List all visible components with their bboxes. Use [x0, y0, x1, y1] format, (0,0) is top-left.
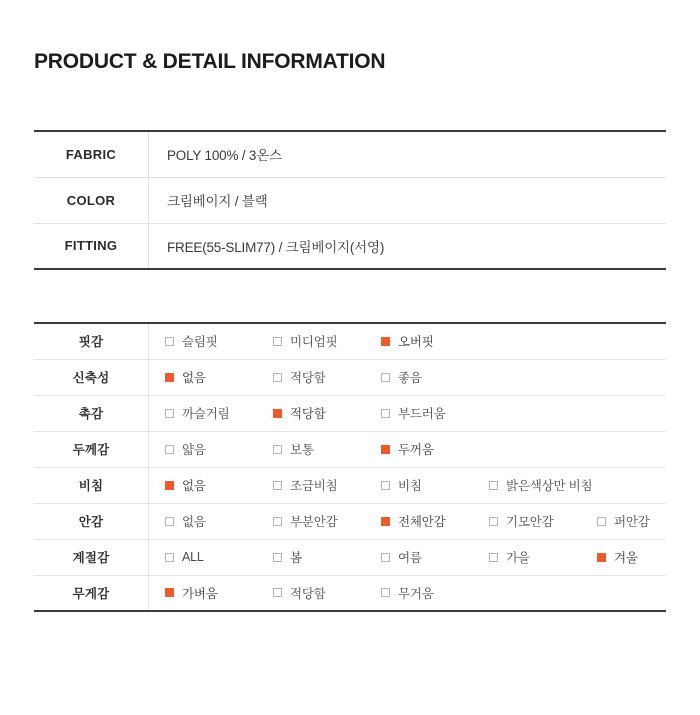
option-unchecked[interactable]: [381, 476, 422, 494]
table-row: [34, 131, 666, 177]
option-label: 퍼안감: [614, 515, 650, 529]
checkbox-icon[interactable]: [489, 517, 498, 526]
spec-row-label: 촉감: [34, 395, 149, 431]
option-label: 미디엄핏: [290, 335, 338, 350]
option-checked[interactable]: [381, 440, 434, 458]
page-title: PRODUCT & DETAIL INFORMATION: [34, 50, 386, 73]
option-unchecked[interactable]: [381, 548, 422, 566]
checkbox-checked-icon[interactable]: [165, 481, 174, 490]
option-label: 부드러움: [398, 407, 446, 421]
option-unchecked[interactable]: [165, 548, 204, 566]
checkbox-icon[interactable]: [381, 553, 390, 562]
checkbox-checked-icon[interactable]: [381, 517, 390, 526]
option-label: 슬림핏: [182, 335, 218, 350]
option-label: 부분안감: [290, 515, 338, 529]
checkbox-icon[interactable]: [165, 337, 174, 346]
option-unchecked[interactable]: [165, 440, 206, 458]
option-unchecked[interactable]: [273, 512, 338, 530]
option-label: 없음: [182, 371, 206, 385]
checkbox-icon[interactable]: [273, 517, 282, 526]
option-unchecked[interactable]: [273, 548, 302, 566]
spec-row-options: [149, 539, 667, 575]
option-label: 없음: [182, 515, 206, 529]
option-checked[interactable]: [165, 584, 218, 602]
option-label: 두꺼움: [398, 443, 434, 457]
option-unchecked[interactable]: [489, 476, 592, 494]
table-row: [34, 395, 666, 431]
checkbox-icon[interactable]: [273, 553, 282, 562]
option-label: 봄: [290, 551, 302, 565]
option-group: [165, 584, 665, 602]
option-unchecked[interactable]: [165, 404, 230, 422]
option-label: 좋음: [398, 371, 422, 385]
checkbox-icon[interactable]: [489, 481, 498, 490]
checkbox-checked-icon[interactable]: [273, 409, 282, 418]
spec-row-label: 안감: [34, 503, 149, 539]
option-label: 여름: [398, 551, 422, 565]
option-label: 전체안감: [398, 515, 446, 529]
checkbox-icon[interactable]: [381, 373, 390, 382]
option-unchecked[interactable]: [381, 404, 446, 422]
spec-row-options: [149, 467, 667, 503]
option-label: 조금비침: [290, 479, 338, 493]
option-label: 없음: [182, 479, 206, 493]
option-checked[interactable]: [165, 368, 206, 386]
option-group: [165, 548, 665, 566]
checkbox-icon[interactable]: [273, 373, 282, 382]
option-unchecked[interactable]: [597, 512, 650, 530]
checkbox-checked-icon[interactable]: [165, 588, 174, 597]
info-table-body: [34, 131, 666, 269]
table-row: [34, 467, 666, 503]
spec-table-body: [34, 323, 666, 611]
spec-row-label: 두께감: [34, 431, 149, 467]
option-label: 보통: [290, 443, 314, 457]
option-label: 적당함: [290, 586, 326, 601]
spec-row-label: 신축성: [34, 359, 149, 395]
checkbox-icon[interactable]: [273, 445, 282, 454]
info-row-label: COLOR: [34, 177, 149, 223]
checkbox-icon[interactable]: [165, 553, 174, 562]
option-unchecked[interactable]: [489, 548, 530, 566]
option-checked[interactable]: [381, 512, 446, 530]
option-label: 까슬거림: [182, 407, 230, 421]
table-row: [34, 539, 666, 575]
info-row-value: FREE(55-SLIM77) / 크림베이지(서영): [149, 223, 667, 269]
option-checked[interactable]: [597, 548, 638, 566]
option-unchecked[interactable]: [381, 584, 434, 602]
spec-row-options: [149, 323, 667, 359]
option-group: [165, 368, 665, 386]
spec-row-options: [149, 503, 667, 539]
option-label: 기모안감: [506, 515, 554, 529]
checkbox-checked-icon[interactable]: [381, 337, 390, 346]
option-label: 겨울: [614, 551, 638, 565]
checkbox-icon[interactable]: [165, 409, 174, 418]
option-label: 가을: [506, 551, 530, 565]
checkbox-icon[interactable]: [381, 588, 390, 597]
checkbox-icon[interactable]: [273, 337, 282, 346]
checkbox-icon[interactable]: [381, 481, 390, 490]
info-row-value: POLY 100% / 3온스: [167, 148, 282, 164]
spec-row-options: [149, 395, 667, 431]
option-checked[interactable]: [273, 404, 326, 422]
option-unchecked[interactable]: [489, 512, 554, 530]
option-label: 무거움: [398, 586, 434, 601]
table-row: [34, 177, 666, 223]
spec-row-options: [149, 359, 667, 395]
product-information-table: [34, 130, 666, 270]
table-row: [34, 323, 666, 359]
table-row: [34, 503, 666, 539]
checkbox-icon[interactable]: [273, 481, 282, 490]
option-label: 적당함: [290, 371, 326, 385]
option-group: [165, 332, 665, 350]
option-unchecked[interactable]: [165, 512, 206, 530]
spec-row-label: 핏감: [34, 323, 149, 359]
checkbox-checked-icon[interactable]: [597, 553, 606, 562]
checkbox-icon[interactable]: [489, 553, 498, 562]
option-group: [165, 404, 665, 422]
checkbox-checked-icon[interactable]: [381, 445, 390, 454]
option-unchecked[interactable]: [273, 584, 326, 602]
option-label: 밝은색상만 비침: [506, 479, 593, 493]
option-unchecked[interactable]: [273, 476, 338, 494]
option-label: 적당함: [290, 407, 326, 421]
option-label: 비침: [398, 479, 422, 493]
table-row: [34, 223, 666, 269]
option-group: [165, 512, 665, 530]
option-unchecked[interactable]: [273, 440, 314, 458]
option-label: 얇음: [182, 443, 206, 457]
option-label: ALL: [182, 550, 204, 564]
option-group: [165, 440, 665, 458]
option-group: [165, 476, 665, 494]
checkbox-icon[interactable]: [597, 517, 606, 526]
info-row-label: FITTING: [34, 223, 149, 269]
checkbox-icon[interactable]: [381, 409, 390, 418]
info-row-value: 크림베이지 / 블랙: [149, 177, 667, 223]
option-unchecked[interactable]: [381, 368, 422, 386]
spec-row-label: 계절감: [34, 539, 149, 575]
option-label: 오버핏: [398, 335, 434, 350]
spec-row-label: 무게감: [34, 575, 149, 611]
table-row: [34, 359, 666, 395]
spec-row-options: [149, 431, 667, 467]
checkbox-checked-icon[interactable]: [165, 373, 174, 382]
checkbox-icon[interactable]: [273, 588, 282, 597]
option-unchecked[interactable]: [165, 332, 218, 350]
spec-row-options: [149, 575, 667, 611]
option-unchecked[interactable]: [273, 332, 338, 350]
option-unchecked[interactable]: [273, 368, 326, 386]
checkbox-icon[interactable]: [165, 517, 174, 526]
checkbox-icon[interactable]: [165, 445, 174, 454]
option-label: 가벼움: [182, 586, 218, 601]
option-checked[interactable]: [165, 476, 206, 494]
detail-specification-table: [34, 322, 666, 612]
option-checked[interactable]: [381, 332, 434, 350]
info-row-label: FABRIC: [34, 131, 149, 177]
spec-row-label: 비침: [34, 467, 149, 503]
table-row: [34, 575, 666, 611]
table-row: [34, 431, 666, 467]
